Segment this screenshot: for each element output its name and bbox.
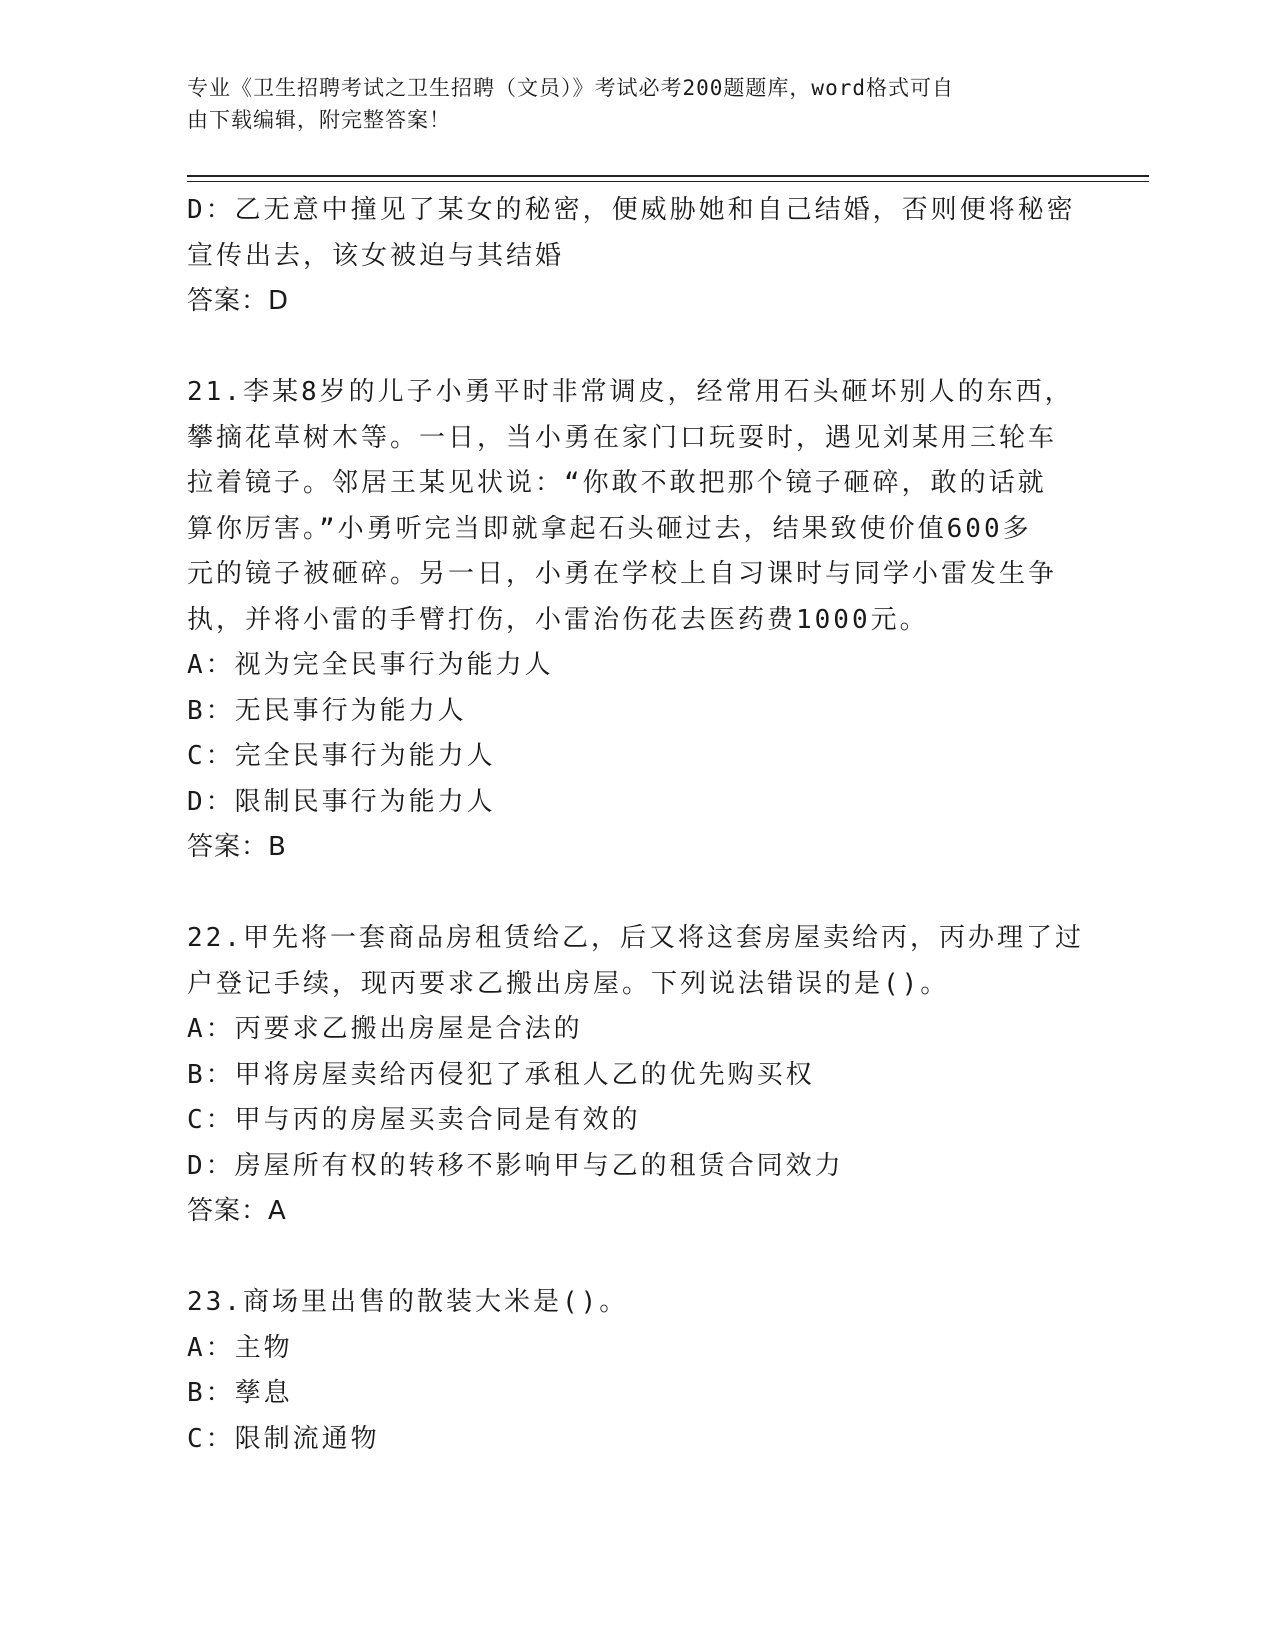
answer-line: 答案：B [187, 832, 287, 862]
previous-question-tail [187, 188, 1077, 325]
question-gap [187, 325, 1077, 371]
header-rule-thick [187, 175, 1149, 177]
question-23 [187, 1280, 1077, 1462]
question-gap [187, 871, 1077, 917]
option-c: C：限制流通物 [187, 1423, 380, 1454]
header-line-2: 由下载编辑，附完整答案！ [187, 108, 451, 132]
option-d-line-2: 宣传出去，该女被迫与其结婚 [187, 240, 565, 271]
option-a: A：丙要求乙搬出房屋是合法的 [187, 1014, 583, 1044]
question-stem-line: 元的镜子被砸碎。另一日，小勇在学校上自习课时与同学小雷发生争 [187, 559, 1058, 589]
question-stem-line: 22.甲先将一套商品房租赁给乙，后又将这套房屋卖给丙，丙办理了过 [187, 923, 1084, 953]
header-rule-thin [187, 181, 1149, 182]
option-d: D：房屋所有权的转移不影响甲与乙的租赁合同效力 [187, 1150, 844, 1181]
option-c: C：完全民事行为能力人 [187, 741, 496, 771]
question-stem-line: 拉着镜子。邻居王某见状说：“你敢不敢把那个镜子砸碎，敢的话就 [187, 468, 1047, 498]
question-21 [187, 370, 1077, 871]
option-d-line-1: D：乙无意中撞见了某女的秘密，便威胁她和自己结婚，否则便将秘密 [187, 195, 1076, 225]
document-body [187, 188, 1084, 1462]
option-b: B：甲将房屋卖给丙侵犯了承租人乙的优先购买权 [187, 1059, 815, 1090]
answer-line: 答案：A [187, 1196, 287, 1226]
question-stem-line: 户登记手续，现丙要求乙搬出房屋。下列说法错误的是()。 [187, 968, 950, 999]
answer-line: 答案：D [187, 286, 290, 316]
question-stem-line: 执，并将小雷的手臂打伤，小雷治伤花去医药费1000元。 [187, 604, 929, 635]
question-stem-line: 攀摘花草树木等。一日，当小勇在家门口玩耍时，遇见刘某用三轮车 [187, 422, 1058, 453]
option-d: D：限制民事行为能力人 [187, 786, 496, 817]
header-line-1: 专业《卫生招聘考试之卫生招聘（文员）》考试必考200题题库，word格式可自 [187, 76, 954, 100]
question-22 [187, 916, 1084, 1235]
option-a: A：主物 [187, 1332, 293, 1363]
question-gap [187, 1235, 1077, 1281]
option-b: B：孳息 [187, 1378, 293, 1408]
question-stem-line: 算你厉害。”小勇听完当即就拿起石头砸过去，结果致使价值600多 [187, 513, 1032, 544]
option-b: B：无民事行为能力人 [187, 695, 467, 726]
option-c: C：甲与丙的房屋买卖合同是有效的 [187, 1105, 641, 1135]
option-a: A：视为完全民事行为能力人 [187, 650, 554, 680]
document-header [187, 72, 1067, 136]
question-stem-line: 21.李某8岁的儿子小勇平时非常调皮，经常用石头砸坏别人的东西， [187, 377, 1074, 407]
question-stem-line: 23.商场里出售的散装大米是()。 [187, 1287, 629, 1317]
